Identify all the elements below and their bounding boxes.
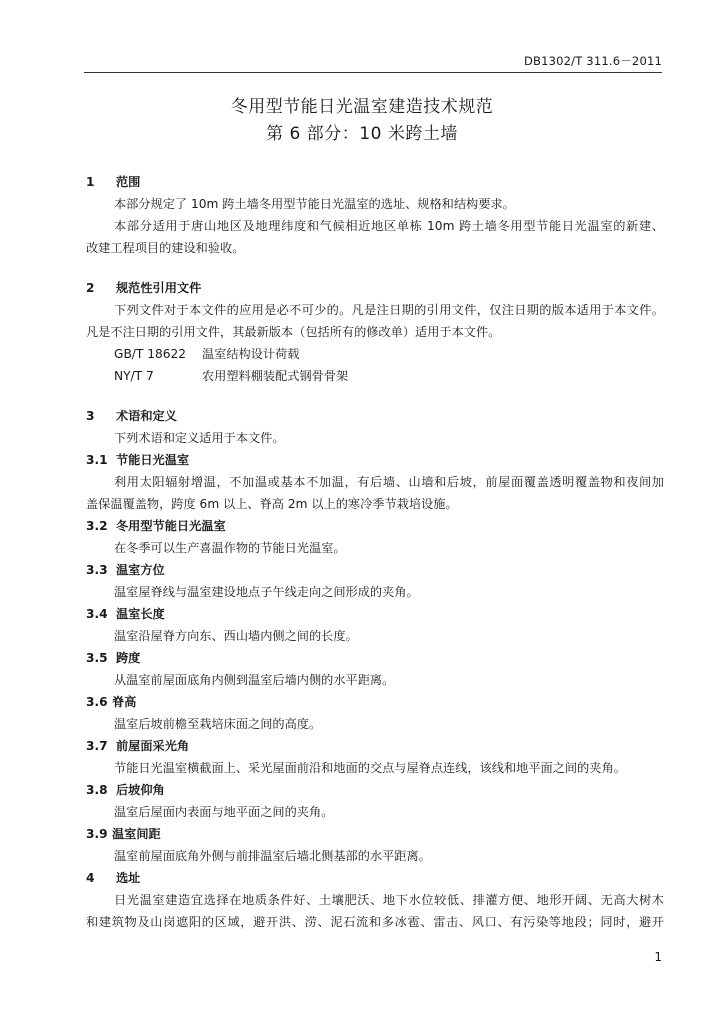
header-rule <box>84 72 662 73</box>
term-title: 温室方位 <box>116 563 165 577</box>
term-definition: 从温室前屋面底角内侧到温室后墙内侧的水平距离。 <box>114 673 395 687</box>
term-definition: 温室后屋面内表面与地平面之间的夹角。 <box>114 805 334 819</box>
reference-title: 温室结构设计荷载 <box>202 347 300 361</box>
section-number: 2 <box>86 281 95 295</box>
section-title: 规范性引用文件 <box>116 281 202 295</box>
term-number: 3.6 <box>86 695 108 709</box>
term-heading <box>86 823 664 845</box>
page-number: 1 <box>654 950 662 964</box>
term-definition-continuation: 盖保温覆盖物，跨度 6m 以上、脊高 2m 以上的寒冷季节栽培设施。 <box>86 497 458 511</box>
reference-code: GB/T 18622 <box>114 347 187 361</box>
document-body <box>86 171 664 933</box>
term-title: 前屋面采光角 <box>116 739 190 753</box>
section-number: 4 <box>86 871 95 885</box>
term-title: 节能日光温室 <box>116 453 190 467</box>
paragraph-continuation: 改建工程项目的建设和验收。 <box>86 241 245 255</box>
term-title: 跨度 <box>116 651 141 665</box>
document-subtitle: 第 6 部分：10 米跨土墙 <box>266 124 458 144</box>
term-heading <box>86 515 664 537</box>
term-number: 3.3 <box>86 563 108 577</box>
term-number: 3.8 <box>86 783 108 797</box>
term-heading <box>86 449 664 471</box>
section-heading-normative-references <box>86 277 664 299</box>
paragraph: 本部分规定了 10m 跨土墙冬用型节能日光温室的选址、规格和结构要求。 <box>114 197 515 211</box>
term-definition: 温室沿屋脊方向东、西山墙内侧之间的长度。 <box>114 629 358 643</box>
paragraph: 日光温室建造宜选择在地质条件好、土壤肥沃、地下水位较低、排灌方便、地形开阔、无高大树木 <box>114 893 664 907</box>
term-heading <box>86 691 664 713</box>
term-title: 脊高 <box>112 695 137 709</box>
section-number: 1 <box>86 175 95 189</box>
reference-title: 农用塑料棚装配式钢骨骨架 <box>202 369 349 383</box>
term-heading <box>86 779 664 801</box>
paragraph-continuation: 凡是不注日期的引用文件，其最新版本（包括所有的修改单）适用于本文件。 <box>86 325 501 339</box>
reference-item <box>86 343 664 365</box>
term-title: 后坡仰角 <box>116 783 165 797</box>
term-title: 冬用型节能日光温室 <box>116 519 226 533</box>
term-title: 温室间距 <box>112 827 161 841</box>
term-heading <box>86 647 664 669</box>
term-heading <box>86 559 664 581</box>
section-title: 范围 <box>116 175 141 189</box>
paragraph: 下列文件对于本文件的应用是必不可少的。凡是注日期的引用文件，仅注日期的版本适用于本文件。 <box>114 303 664 317</box>
reference-code: NY/T 7 <box>114 369 154 383</box>
paragraph: 下列术语和定义适用于本文件。 <box>114 431 285 445</box>
term-heading <box>86 735 664 757</box>
term-number: 3.1 <box>86 453 108 467</box>
term-number: 3.7 <box>86 739 108 753</box>
document-code: DB1302/T 311.6－2011 <box>523 54 662 68</box>
section-heading-scope <box>86 171 664 193</box>
section-heading-terms <box>86 405 664 427</box>
term-definition: 温室后坡前檐至栽培床面之间的高度。 <box>114 717 322 731</box>
section-title: 术语和定义 <box>116 409 177 423</box>
term-heading <box>86 603 664 625</box>
section-number: 3 <box>86 409 95 423</box>
term-number: 3.2 <box>86 519 108 533</box>
term-number: 3.5 <box>86 651 108 665</box>
section-heading-site-selection <box>86 867 664 889</box>
document-title: 冬用型节能日光温室建造技术规范 <box>230 97 494 117</box>
term-definition: 在冬季可以生产喜温作物的节能日光温室。 <box>114 541 346 555</box>
term-number: 3.9 <box>86 827 108 841</box>
term-title: 温室长度 <box>116 607 165 621</box>
reference-item <box>86 365 664 387</box>
term-definition: 节能日光温室横截面上、采光屋面前沿和地面的交点与屋脊点连线，该线和地平面之间的夹角。 <box>114 761 626 775</box>
term-definition: 温室前屋面底角外侧与前排温室后墙北侧基部的水平距离。 <box>114 849 431 863</box>
term-definition: 温室屋脊线与温室建设地点子午线走向之间形成的夹角。 <box>114 585 419 599</box>
term-number: 3.4 <box>86 607 108 621</box>
paragraph-continuation: 和建筑物及山岗遮阳的区域，避开洪、涝、泥石流和多冰雹、雷击、风口、有污染等地段；同时，避开 <box>86 915 664 929</box>
section-title: 选址 <box>116 871 141 885</box>
term-definition: 利用太阳辐射增温，不加温或基本不加温，有后墙、山墙和后坡，前屋面覆盖透明覆盖物和夜间加 <box>114 475 664 489</box>
paragraph: 本部分适用于唐山地区及地理纬度和气候相近地区单栋 10m 跨土墙冬用型节能日光温室的新建、 <box>114 219 664 233</box>
